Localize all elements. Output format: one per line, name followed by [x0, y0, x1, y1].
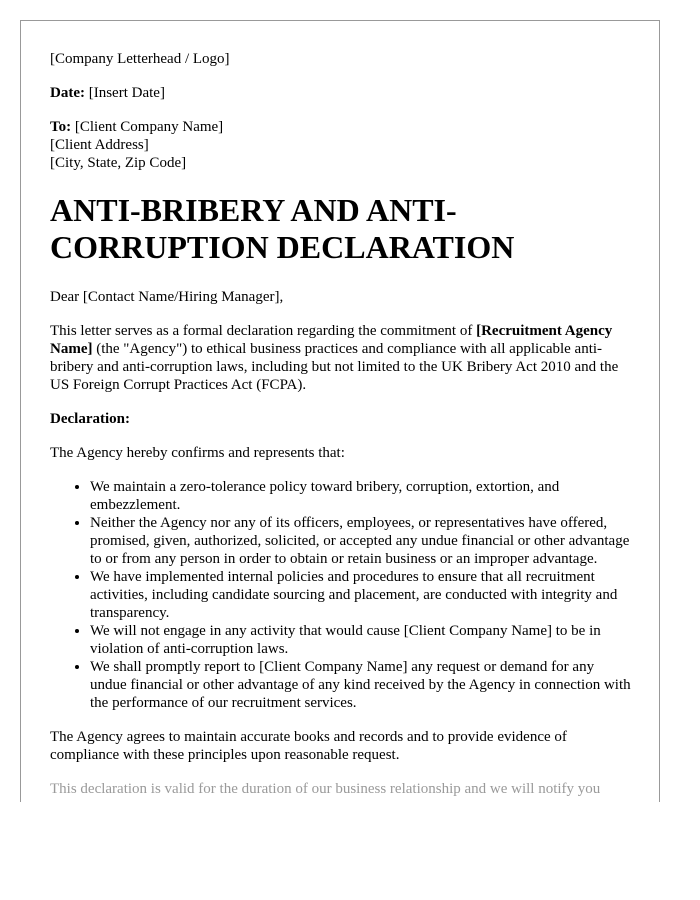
date-label: Date: — [50, 85, 85, 101]
intro-after: (the "Agency") to ethical business practices and compliance with all applicable anti-bribery and anti-corruption laws, including but not limited to the UK Bribery Act 2010 and the US Foreign Corrupt Practices Act (FCPA). — [50, 341, 619, 393]
declaration-list — [50, 478, 632, 712]
agency-name: [Recruitment Agency Name] — [50, 323, 613, 357]
list-item: • We have implemented internal policies and procedures to ensure that all recruitment activities, including candidate sourcing and placement, are conducted with integrity and transparency. — [90, 568, 632, 622]
list-item: • We maintain a zero-tolerance policy toward bribery, corruption, extortion, and embezzlement. — [90, 478, 632, 514]
date-value: [Insert Date] — [84, 85, 165, 101]
salutation: Dear [Contact Name/Hiring Manager], — [50, 289, 284, 305]
closing-paragraph-partial: This declaration is valid for the duration of our business relationship and we will notify you — [50, 781, 601, 797]
list-item: • We shall promptly report to [Client Company Name] any request or demand for any undue financial or other advantage of any kind received by the Agency in connection with the performance of our recruitment services. — [90, 658, 632, 712]
intro-paragraph — [50, 322, 632, 394]
intro-before: This letter serves as a formal declaration regarding the commitment of — [50, 323, 477, 339]
recipient-company-line — [50, 118, 632, 136]
declaration-heading: Declaration: — [50, 411, 130, 427]
list-item: • We will not engage in any activity that would cause [Client Company Name] to be in violation of anti-corruption laws. — [90, 622, 632, 658]
recipient-city-line: [City, State, Zip Code] — [50, 155, 187, 171]
recipient-address-line: [Client Address] — [50, 137, 149, 153]
records-paragraph: The Agency agrees to maintain accurate books and records and to provide evidence of compliance with these principles upon reasonable request. — [50, 729, 567, 763]
date-line — [50, 84, 632, 102]
document-title: ANTI-BRIBERY AND ANTI-CORRUPTION DECLARATION — [50, 192, 515, 265]
confirms-paragraph: The Agency hereby confirms and represents that: — [50, 445, 345, 461]
to-label: To: — [50, 119, 72, 135]
recipient-address — [50, 118, 632, 172]
letter-page — [20, 20, 660, 802]
letter-content — [50, 50, 632, 802]
letterhead: [Company Letterhead / Logo] — [50, 51, 230, 67]
recipient-company: [Client Company Name] — [71, 119, 224, 135]
list-item: • Neither the Agency nor any of its officers, employees, or representatives have offered, promised, given, authorized, solicited, or accepted any undue financial or other advantage to or from any person in order to obtain or retain business or an improper advantage. — [90, 514, 632, 568]
